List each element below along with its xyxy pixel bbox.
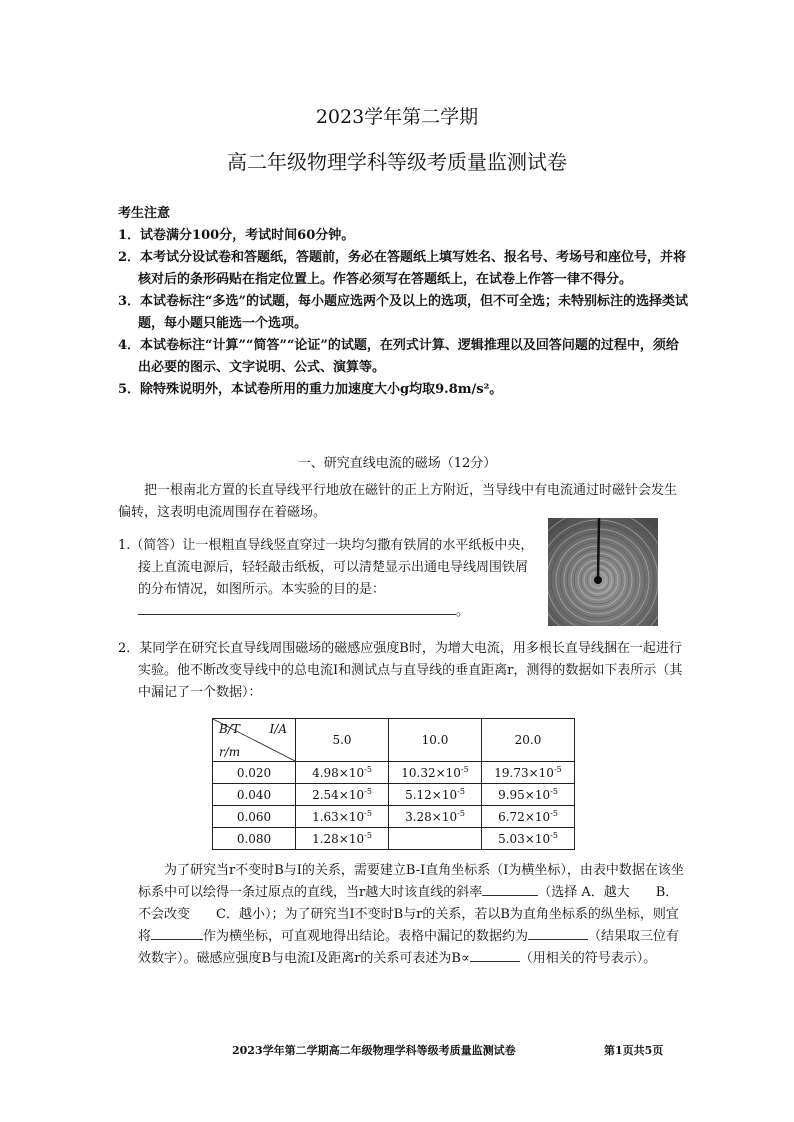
section-heading: 一、研究直线电流的磁场（12分） <box>297 456 497 471</box>
table-corner-cell <box>213 719 296 762</box>
table-cell-missing <box>389 828 482 850</box>
answer-blank-abscissa[interactable] <box>151 927 203 940</box>
table-row <box>213 828 575 850</box>
exam-notes <box>118 203 688 401</box>
answer-blank-slope[interactable] <box>482 883 538 896</box>
corner-label-r: r/m <box>219 745 241 759</box>
table-row <box>213 762 575 784</box>
answer-blank-missing-value[interactable] <box>528 927 588 940</box>
row-r-value: 0.020 <box>213 762 296 784</box>
row-r-value: 0.040 <box>213 784 296 806</box>
table-row <box>213 806 575 828</box>
question-1-text: 1.（简答）让一根粗直导线竖直穿过一块均匀撒有铁屑的水平纸板中央，接上直流电源后，轻轻敲击纸板，可以清楚显示出通电导线周围铁屑的分布情况，如图所示。本实验的目的是： <box>118 538 534 597</box>
note-item-4: 4．本试卷标注“计算”“简答”“论证”的试题，在列式计算、逻辑推理以及回答问题的过程中，须给出必要的图示、文字说明、公式、演算等。 <box>118 338 679 375</box>
table-cell: $10.32\times 10^{-5}$ <box>389 762 482 784</box>
notes-heading: 考生注意 <box>118 206 171 221</box>
row-r-value: 0.080 <box>213 828 296 850</box>
note-item-3: 3．本试卷标注“多选”的试题，每小题应选两个及以上的选项，但不可全选；未特别标注的选择类试题，每小题只能选一个选项。 <box>118 294 689 331</box>
table-cell: $1.63\times 10^{-5}$ <box>296 806 389 828</box>
table-cell: $19.73\times 10^{-5}$ <box>482 762 575 784</box>
para-part-2: （选择 A．越大 B．不会改变 C．越小）；为了研究当I不变时B与r的关系，若以B为直角坐标系的纵坐标，则宜将 <box>138 885 679 944</box>
table-row <box>213 784 575 806</box>
table-cell: $1.28\times 10^{-5}$ <box>296 828 389 850</box>
exam-title-term: 2023学年第二学期 <box>315 106 479 128</box>
col-header-2: 10.0 <box>389 719 482 762</box>
col-header-3: 20.0 <box>482 719 575 762</box>
question-1-end: 。 <box>456 604 470 619</box>
question-2-analysis <box>138 860 688 970</box>
note-item-2: 2．本考试分设试卷和答题纸，答题前，务必在答题纸上填写姓名、报名号、考场号和座位号，并将核对后的条形码贴在指定位置上。作答必须写在答题纸上，在试卷上作答一律不得分。 <box>118 250 687 287</box>
answer-blank-q1[interactable] <box>138 602 456 615</box>
col-header-1: 5.0 <box>296 719 389 762</box>
note-item-5: 5．除特殊说明外，本试卷所用的重力加速度大小g均取9.8m/s²。 <box>118 382 503 397</box>
table-cell: $6.72\times 10^{-5}$ <box>482 806 575 828</box>
corner-label-b: B/T <box>219 722 240 736</box>
table-header-row <box>213 719 575 762</box>
table-cell: $5.12\times 10^{-5}$ <box>389 784 482 806</box>
note-item-1: 1．试卷满分100分，考试时间60分钟。 <box>118 228 355 243</box>
section-intro: 把一根南北方置的长直导线平行地放在磁针的正上方附近，当导线中有电流通过时磁针会发生偏转，这表明电流周围存在着磁场。 <box>118 483 678 520</box>
exam-title-main: 高二年级物理学科等级考质量监测试卷 <box>227 150 567 174</box>
answer-blank-proportionality[interactable] <box>470 949 520 962</box>
iron-filings-photo <box>548 518 658 626</box>
para-part-4: （结果取三位有效数字）。磁感应强度B与电流I及距离r的关系可表述为B∝ <box>138 929 680 966</box>
table-cell: $5.03\times 10^{-5}$ <box>482 828 575 850</box>
corner-label-i: I/A <box>269 722 287 736</box>
question-2-text: 2．某同学在研究长直导线周围磁场的磁感应强度B时，为增大电流，用多根长直导线捆在一起进行实验。他不断改变导线中的总电流I和测试点与直导线的垂直距离r，测得的数据如下表所示（其中漏记了一个数据）： <box>118 641 683 700</box>
data-table <box>212 718 575 850</box>
table-cell: $2.54\times 10^{-5}$ <box>296 784 389 806</box>
para-part-5: （用相关的符号表示）。 <box>519 951 657 966</box>
table-cell: $4.98\times 10^{-5}$ <box>296 762 389 784</box>
page-number: 第1页共5页 <box>604 1044 664 1057</box>
table-cell: $9.95\times 10^{-5}$ <box>482 784 575 806</box>
question-1 <box>118 535 536 623</box>
page-footer-title: 2023学年第二学期高二年级物理学科等级考质量监测试卷 <box>232 1044 516 1057</box>
para-part-3: 作为横坐标，可直观地得出结论。表格中漏记的数据约为 <box>203 929 529 944</box>
iron-filings-image <box>548 518 658 626</box>
table-cell: $3.28\times 10^{-5}$ <box>389 806 482 828</box>
question-2 <box>118 638 688 704</box>
para-part-1: 为了研究当r不变时B与I的关系，需要建立B-I直角坐标系（I为横坐标），由表中数据在该坐标系中可以绘得一条过原点的直线，当r越大时该直线的斜率 <box>138 863 684 900</box>
row-r-value: 0.060 <box>213 806 296 828</box>
